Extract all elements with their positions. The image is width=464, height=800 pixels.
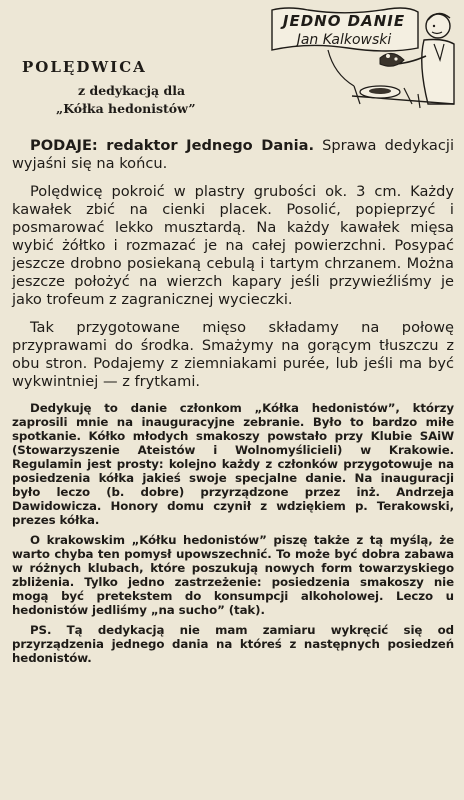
column-banner <box>268 4 458 116</box>
intro-lead: PODAJE: redaktor Jednego Dania. <box>30 137 314 154</box>
article-body <box>12 137 454 671</box>
subtitle-line-2: „Kółka hedonistów” <box>56 101 196 116</box>
banner-title: JEDNO DANIE <box>282 12 406 30</box>
paragraph-club-idea: O krakowskim „Kółku hedonistów” piszę także z tą myślą, że warto chyba ten pomysł upowszechnić. To może być dobra zabawa w różnych klubach, które poszukują nowych form towarzyskiego zbliżenia. Tylko jedno zastrzeżenie: posiedzenia smakoszy nie mogą być pretekstem do konsumpcji alkoholowej. Leczo u hedonistów jedliśmy „na sucho” (tak). <box>12 533 454 617</box>
article-subtitle <box>56 82 258 118</box>
banner-author: Jan Kalkowski <box>296 32 392 48</box>
paragraph-intro <box>12 137 454 173</box>
paragraph-recipe: Polędwicę pokroić w plastry grubości ok. 3 cm. Każdy kawałek zbić na cienki placek. Posolić, popieprzyć i posmarować lekko musztardą. Na każdy kawałek mięsa wybić żółtko i rozmazać je na całej powierzchni. Posypać jeszcze drobno posiekaną cebulą i tartym chrzanem. Można jeszcze położyć na wierzch kapary jeśli przywieźliśmy je jako trofeum z zagranicznej wycieczki. <box>12 183 454 308</box>
paragraph-dedication: Dedykuję to danie członkom „Kółka hedonistów”, którzy zaprosili mnie na inauguracyjne zebranie. Było to bardzo miłe spotkanie. Kółko młodych smakoszy powstało przy Klubie SAiW (Stowarzyszenie Ateistów i Wolnomyślicieli) w Krakowie. Regulamin jest prosty: kolejno każdy z członków przygotowuje na posiedzenia kółka jakieś swoje specjalne danie. Na inauguracji było leczo (b. dobre) przyrządzone przez inż. Andrzeja Dawidowicza. Honory domu czynił z wdziękiem p. Terakowski, prezes kółka. <box>12 401 454 527</box>
paragraph-postscript: PS. Tą dedykacją nie mam zamiaru wykręcić się od przyrządzenia jednego dania na któreś z następnych posiedzeń hedonistów. <box>12 623 454 665</box>
paragraph-frying: Tak przygotowane mięso składamy na połowę przyprawami do środka. Smażymy na gorącym tłuszczu z obu stron. Podajemy z ziemniakami purée, lub jeśli ma być wykwintniej — z frytkami. <box>12 319 454 390</box>
article-title: POLĘDWICA <box>22 58 147 76</box>
subtitle-line-1: z dedykacją dla <box>78 83 186 98</box>
intro-rest: Sprawa dedykacji wyjaśni się na końcu. <box>12 137 454 172</box>
